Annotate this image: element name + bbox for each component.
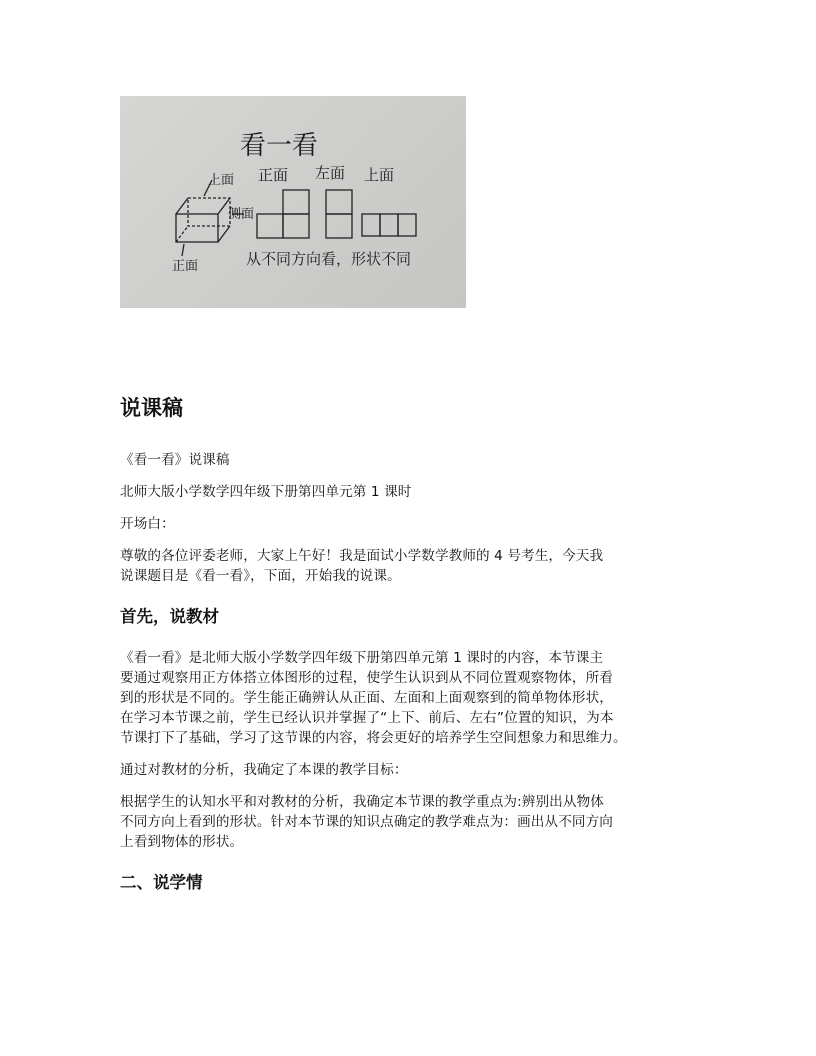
paragraph-textbook: 北师大版小学数学四年级下册第四单元第 1 课时 xyxy=(120,484,412,500)
label-front-view: 正面 xyxy=(258,166,289,184)
front-view-shape xyxy=(257,190,309,238)
left-view-shape xyxy=(326,190,352,238)
paragraph-opening-label: 开场白： xyxy=(120,516,175,532)
photo-title: 看一看 xyxy=(240,131,319,161)
paragraph-textbook-analysis: 《看一看》是北师大版小学数学四年级下册第四单元第 1 课时的内容，本节课主 要通过观察用正方体搭立体图形的过程，使学生认识到从不同位置观察物体，所看 到的形状是不同的。学生能正确辨认从正面、左面和上面观察到的简单物体形状， 在学习本节课之前，学生已经认识并掌握了“上下、前后、左右”位置的知识，为本 节课打下了基础，学习了这节课的内容，将会更好的培养学生空间想象力和思维力。 xyxy=(120,650,627,746)
paragraph-greeting: 尊敬的各位评委老师，大家上午好！我是面试小学数学教师的 4 号考生，今天我 说课题目是《看一看》，下面，开始我的说课。 xyxy=(120,548,604,584)
label-top-view: 上面 xyxy=(364,166,395,184)
paragraph-key-points: 根据学生的认知水平和对教材的分析，我确定本节课的教学重点为:辨别出从物体 不同方向上看到的形状。针对本节课的知识点确定的教学难点为：画出从不同方向 上看到物体的形状。 xyxy=(120,794,613,850)
label-side: 侧面 xyxy=(228,207,255,222)
paragraph-teaching-goals: 通过对教材的分析，我确定了本课的教学目标： xyxy=(120,762,408,778)
label-front-left: 正面 xyxy=(172,259,199,274)
document-body xyxy=(120,392,720,914)
photo-caption: 从不同方向看，形状不同 xyxy=(246,250,412,268)
section-heading-textbook: 首先，说教材 xyxy=(120,607,219,626)
paragraph-lesson-title: 《看一看》说课稿 xyxy=(120,452,230,468)
label-left-view: 左面 xyxy=(315,164,346,182)
document-title: 说课稿 xyxy=(120,396,183,420)
top-view-shape xyxy=(362,214,416,236)
hand-drawn-diagram-photo xyxy=(120,96,466,308)
section-heading-students: 二、说学情 xyxy=(120,873,203,892)
label-top-left: 上面 xyxy=(208,173,235,188)
cube-views-drawing xyxy=(120,96,466,308)
